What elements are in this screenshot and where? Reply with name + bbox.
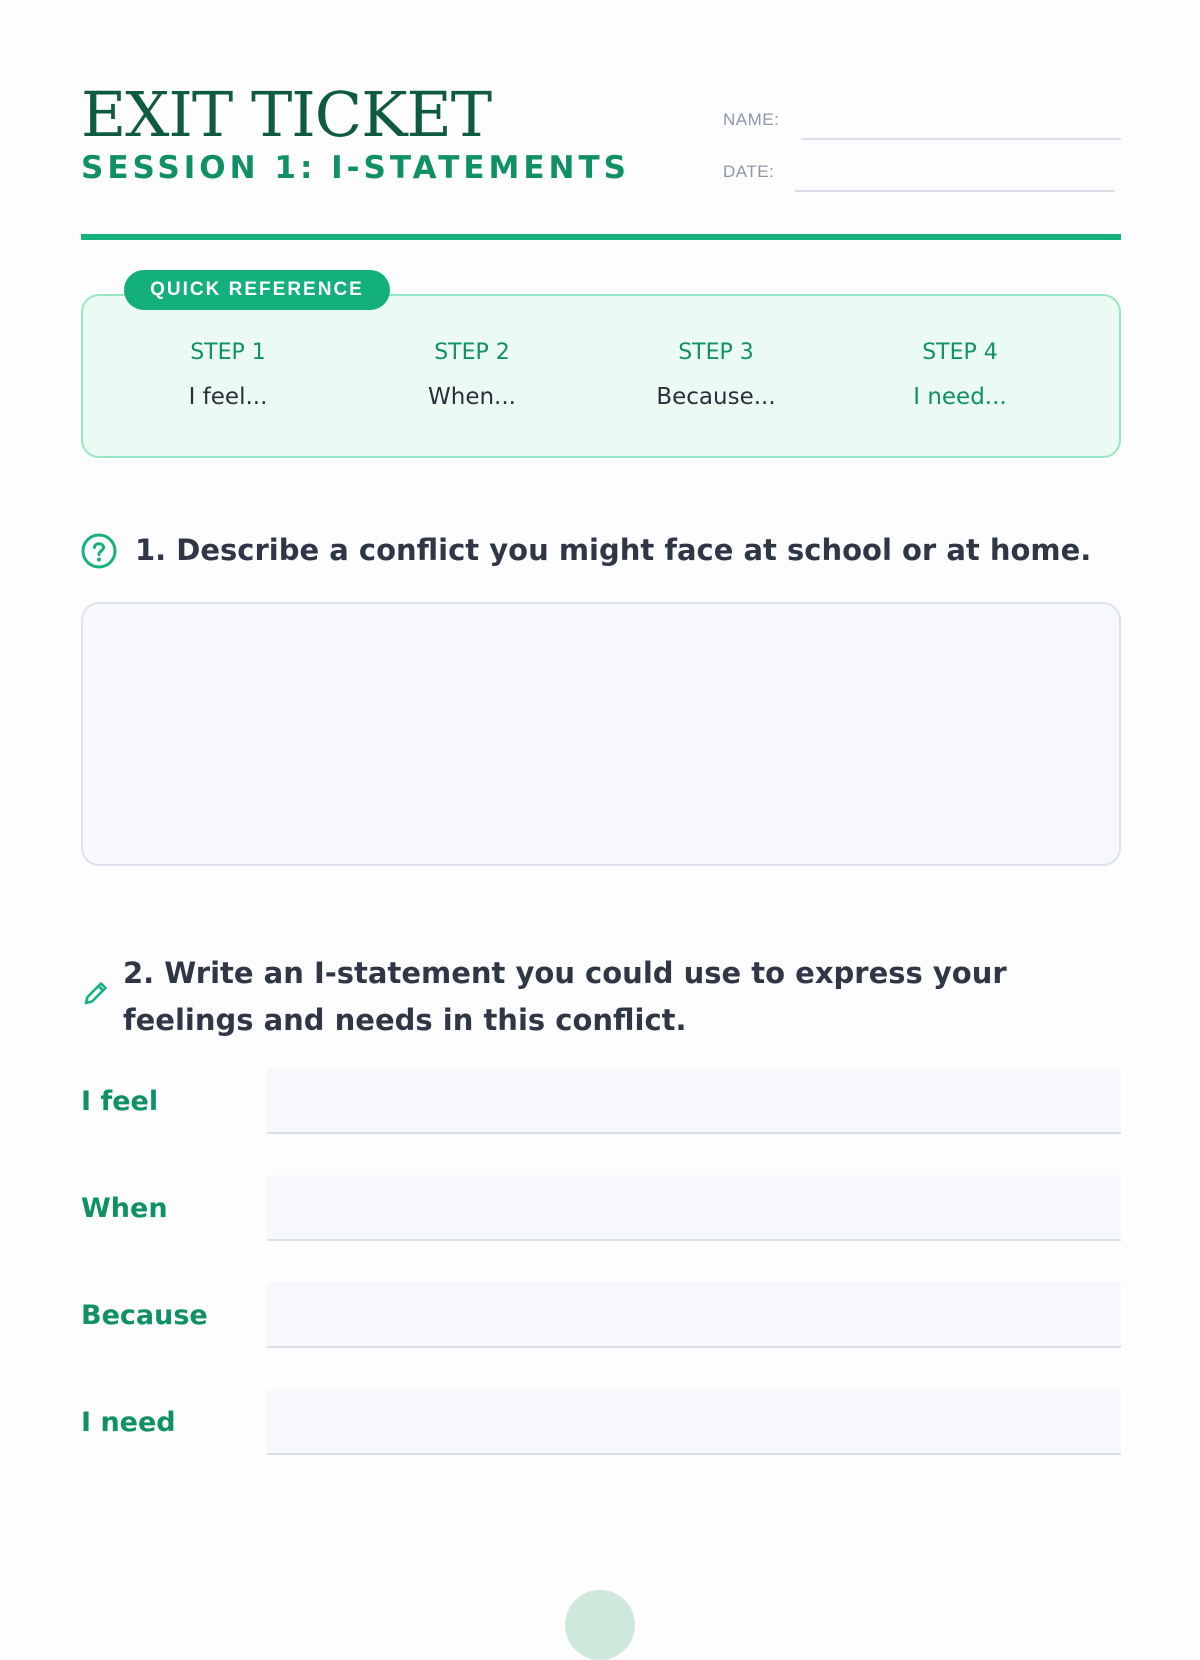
row-label: I feel xyxy=(81,1086,159,1117)
step-1 xyxy=(106,340,350,411)
name-label: NAME: xyxy=(723,110,780,129)
step-text: I need... xyxy=(913,384,1007,410)
step-2 xyxy=(350,340,594,411)
page-footer-decoration xyxy=(565,1590,635,1660)
date-input[interactable] xyxy=(795,190,1115,192)
i-feel-row xyxy=(81,1068,1121,1134)
date-label: DATE: xyxy=(723,162,775,181)
question-1-text: 1. Describe a conflict you might face at school or at home. xyxy=(135,533,1092,567)
when-input[interactable] xyxy=(267,1175,1121,1241)
i-need-row xyxy=(81,1389,1121,1455)
i-need-input[interactable] xyxy=(267,1389,1121,1455)
exit-ticket-page xyxy=(81,0,1121,1600)
step-3 xyxy=(594,340,838,411)
step-text: When... xyxy=(428,384,516,410)
name-input[interactable] xyxy=(801,138,1121,140)
row-label: Because xyxy=(81,1300,208,1331)
pencil-icon xyxy=(81,978,111,1008)
i-feel-input[interactable] xyxy=(267,1068,1121,1134)
row-label: When xyxy=(81,1193,168,1224)
header xyxy=(81,78,1121,240)
page-title: EXIT TICKET xyxy=(81,78,492,151)
step-label: STEP 2 xyxy=(434,340,510,365)
step-4 xyxy=(838,340,1082,411)
question-2-text: 2. Write an I-statement you could use to express your feelings and needs in this conflict. xyxy=(123,956,1007,1037)
step-label: STEP 3 xyxy=(678,340,754,365)
name-field xyxy=(723,106,1121,140)
step-label: STEP 1 xyxy=(190,340,266,365)
header-divider xyxy=(81,234,1121,240)
because-input[interactable] xyxy=(267,1282,1121,1348)
step-label: STEP 4 xyxy=(922,340,998,365)
step-text: Because... xyxy=(656,384,776,410)
step-text: I feel... xyxy=(188,384,268,410)
question-1-answer-box[interactable] xyxy=(81,602,1121,866)
quick-reference-badge: QUICK REFERENCE xyxy=(124,270,390,310)
question-circle-icon xyxy=(81,533,117,569)
page-subtitle: SESSION 1: I-STATEMENTS xyxy=(81,150,630,186)
row-label: I need xyxy=(81,1407,176,1438)
date-field xyxy=(723,158,1121,192)
because-row xyxy=(81,1282,1121,1348)
when-row xyxy=(81,1175,1121,1241)
